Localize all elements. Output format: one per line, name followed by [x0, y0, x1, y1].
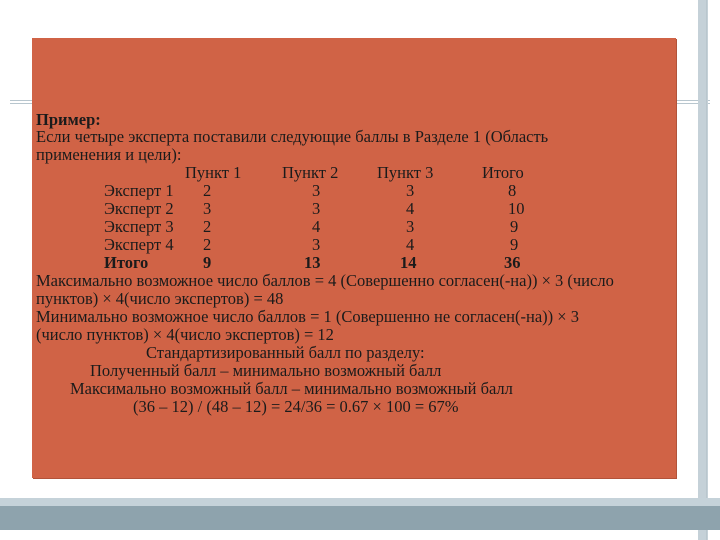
table-cell: 2	[203, 217, 212, 236]
total-label: Итого	[104, 253, 149, 272]
table-cell: 3	[406, 217, 415, 236]
intro-line-2: применения и цели):	[36, 145, 182, 164]
table-header: Итого	[482, 163, 524, 182]
max-score-line-2: пунктов) × 4(число экспертов) = 48	[36, 289, 284, 308]
table-cell: 10	[508, 199, 525, 218]
total-cell: 9	[203, 253, 212, 272]
table-cell: 3	[312, 235, 321, 254]
row-label: Эксперт 3	[104, 217, 174, 236]
example-label: Пример:	[36, 110, 101, 129]
content-box	[32, 38, 676, 478]
table-cell: 3	[203, 199, 212, 218]
table-header: Пункт 3	[377, 163, 434, 182]
table-cell: 9	[510, 235, 519, 254]
total-cell: 14	[400, 253, 417, 272]
table-cell: 3	[312, 199, 321, 218]
row-label: Эксперт 2	[104, 199, 174, 218]
table-cell: 3	[312, 181, 321, 200]
row-label: Эксперт 1	[104, 181, 174, 200]
table-header: Пункт 2	[282, 163, 339, 182]
table-cell: 3	[406, 181, 415, 200]
table-cell: 8	[508, 181, 517, 200]
table-header: Пункт 1	[185, 163, 242, 182]
formula-denominator: Максимально возможный балл – минимально возможный балл	[70, 379, 513, 398]
row-label: Эксперт 4	[104, 235, 174, 254]
intro-line-1: Если четыре эксперта поставили следующие баллы в Разделе 1 (Область	[36, 127, 549, 146]
total-cell: 13	[304, 253, 321, 272]
max-score-line-1: Максимально возможное число баллов = 4 (Совершенно согласен(-на)) × 3 (число	[36, 271, 614, 290]
standardized-title: Стандартизированный балл по разделу:	[146, 343, 425, 362]
formula-result: (36 – 12) / (48 – 12) = 24/36 = 0.67 × 100 = 67%	[133, 397, 459, 416]
table-cell: 2	[203, 235, 212, 254]
table-cell: 4	[406, 235, 415, 254]
footer-band-light	[0, 498, 720, 506]
formula-numerator: Полученный балл – минимально возможный балл	[90, 361, 442, 380]
table-cell: 2	[203, 181, 212, 200]
min-score-line-1: Минимально возможное число баллов = 1 (Совершенно не согласен(-на)) × 3	[36, 307, 579, 326]
table-cell: 9	[510, 217, 519, 236]
table-cell: 4	[406, 199, 415, 218]
table-cell: 4	[312, 217, 321, 236]
footer-band	[0, 506, 720, 530]
total-cell: 36	[504, 253, 521, 272]
right-frame-line	[706, 0, 707, 540]
min-score-line-2: (число пунктов) × 4(число экспертов) = 12	[36, 325, 334, 344]
